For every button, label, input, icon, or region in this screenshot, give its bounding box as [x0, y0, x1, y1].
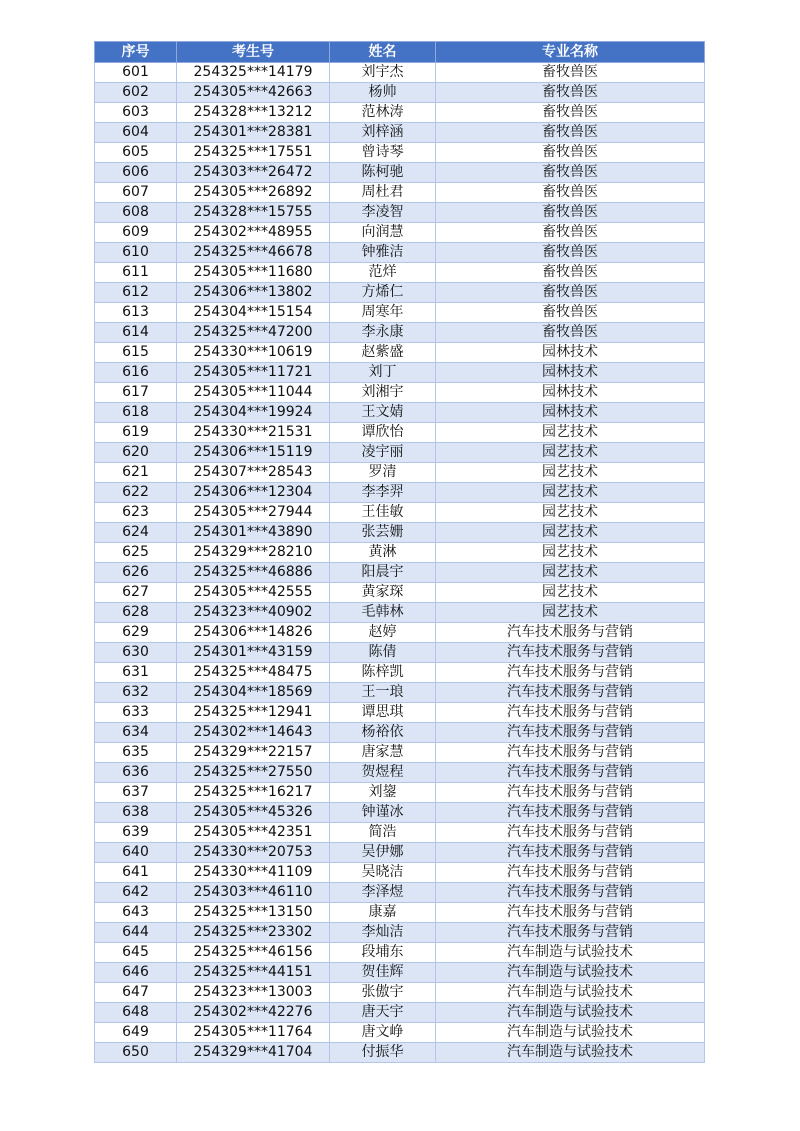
serial-number-cell: 623	[95, 503, 177, 523]
candidate-number-cell: 254305***11764	[177, 1023, 330, 1043]
candidate-number-cell: 254325***46678	[177, 243, 330, 263]
major-cell: 汽车制造与试验技术	[436, 1023, 705, 1043]
name-cell: 王佳敏	[330, 503, 436, 523]
major-cell: 畜牧兽医	[436, 83, 705, 103]
name-cell: 曾诗琴	[330, 143, 436, 163]
candidate-number-cell: 254305***27944	[177, 503, 330, 523]
serial-number-cell: 620	[95, 443, 177, 463]
table-row	[95, 503, 705, 523]
table-row	[95, 103, 705, 123]
candidate-number-cell: 254329***28210	[177, 543, 330, 563]
name-cell: 贺佳辉	[330, 963, 436, 983]
serial-number-cell: 610	[95, 243, 177, 263]
table-row	[95, 143, 705, 163]
serial-number-cell: 633	[95, 703, 177, 723]
candidate-number-cell: 254304***15154	[177, 303, 330, 323]
name-cell: 李永康	[330, 323, 436, 343]
candidate-number-cell: 254325***27550	[177, 763, 330, 783]
table-row	[95, 863, 705, 883]
candidate-number-cell: 254306***13802	[177, 283, 330, 303]
name-cell: 刘宇杰	[330, 63, 436, 83]
table-row	[95, 463, 705, 483]
serial-number-cell: 627	[95, 583, 177, 603]
candidate-number-cell: 254306***12304	[177, 483, 330, 503]
major-cell: 畜牧兽医	[436, 63, 705, 83]
major-cell: 畜牧兽医	[436, 123, 705, 143]
major-cell: 园林技术	[436, 403, 705, 423]
name-cell: 唐文峥	[330, 1023, 436, 1043]
major-cell: 园艺技术	[436, 463, 705, 483]
major-cell: 畜牧兽医	[436, 303, 705, 323]
table-row	[95, 303, 705, 323]
candidate-number-cell: 254325***47200	[177, 323, 330, 343]
table-row	[95, 843, 705, 863]
table-row	[95, 403, 705, 423]
serial-number-cell: 649	[95, 1023, 177, 1043]
table-row	[95, 363, 705, 383]
major-cell: 畜牧兽医	[436, 203, 705, 223]
candidate-number-cell: 254303***26472	[177, 163, 330, 183]
serial-number-cell: 631	[95, 663, 177, 683]
table-row	[95, 783, 705, 803]
name-cell: 康嘉	[330, 903, 436, 923]
serial-number-cell: 622	[95, 483, 177, 503]
serial-number-cell: 612	[95, 283, 177, 303]
admission-list-table	[94, 41, 705, 1063]
serial-number-cell: 647	[95, 983, 177, 1003]
table-row	[95, 683, 705, 703]
name-cell: 周杜君	[330, 183, 436, 203]
header-name: 姓名	[330, 42, 436, 63]
serial-number-cell: 611	[95, 263, 177, 283]
name-cell: 贺煜程	[330, 763, 436, 783]
candidate-number-cell: 254325***16217	[177, 783, 330, 803]
name-cell: 罗清	[330, 463, 436, 483]
major-cell: 汽车制造与试验技术	[436, 943, 705, 963]
header-candidate-number: 考生号	[177, 42, 330, 63]
table-row	[95, 963, 705, 983]
name-cell: 杨裕依	[330, 723, 436, 743]
candidate-number-cell: 254301***43890	[177, 523, 330, 543]
serial-number-cell: 644	[95, 923, 177, 943]
serial-number-cell: 634	[95, 723, 177, 743]
serial-number-cell: 645	[95, 943, 177, 963]
name-cell: 简浩	[330, 823, 436, 843]
name-cell: 谭思琪	[330, 703, 436, 723]
serial-number-cell: 602	[95, 83, 177, 103]
table-row	[95, 343, 705, 363]
name-cell: 吴晓洁	[330, 863, 436, 883]
candidate-number-cell: 254325***23302	[177, 923, 330, 943]
table-row	[95, 903, 705, 923]
table-row	[95, 223, 705, 243]
name-cell: 杨帅	[330, 83, 436, 103]
major-cell: 园艺技术	[436, 523, 705, 543]
name-cell: 范烊	[330, 263, 436, 283]
serial-number-cell: 630	[95, 643, 177, 663]
major-cell: 园林技术	[436, 383, 705, 403]
name-cell: 刘湘宇	[330, 383, 436, 403]
table-row	[95, 723, 705, 743]
table-row	[95, 283, 705, 303]
major-cell: 园艺技术	[436, 483, 705, 503]
table-row	[95, 603, 705, 623]
serial-number-cell: 603	[95, 103, 177, 123]
serial-number-cell: 624	[95, 523, 177, 543]
name-cell: 向润慧	[330, 223, 436, 243]
major-cell: 园林技术	[436, 363, 705, 383]
serial-number-cell: 614	[95, 323, 177, 343]
serial-number-cell: 632	[95, 683, 177, 703]
candidate-number-cell: 254302***14643	[177, 723, 330, 743]
table-row	[95, 1003, 705, 1023]
serial-number-cell: 619	[95, 423, 177, 443]
major-cell: 汽车技术服务与营销	[436, 903, 705, 923]
serial-number-cell: 636	[95, 763, 177, 783]
candidate-number-cell: 254304***18569	[177, 683, 330, 703]
name-cell: 王一琅	[330, 683, 436, 703]
candidate-number-cell: 254329***41704	[177, 1043, 330, 1063]
major-cell: 畜牧兽医	[436, 163, 705, 183]
table-row	[95, 943, 705, 963]
candidate-number-cell: 254325***44151	[177, 963, 330, 983]
table-row	[95, 523, 705, 543]
candidate-number-cell: 254325***14179	[177, 63, 330, 83]
name-cell: 陈柯驰	[330, 163, 436, 183]
major-cell: 园艺技术	[436, 543, 705, 563]
name-cell: 唐天宇	[330, 1003, 436, 1023]
major-cell: 汽车技术服务与营销	[436, 663, 705, 683]
major-cell: 汽车技术服务与营销	[436, 723, 705, 743]
header-major: 专业名称	[436, 42, 705, 63]
table-row	[95, 263, 705, 283]
table-row	[95, 563, 705, 583]
name-cell: 李泽煜	[330, 883, 436, 903]
major-cell: 汽车技术服务与营销	[436, 803, 705, 823]
serial-number-cell: 609	[95, 223, 177, 243]
serial-number-cell: 626	[95, 563, 177, 583]
serial-number-cell: 640	[95, 843, 177, 863]
candidate-number-cell: 254305***11680	[177, 263, 330, 283]
serial-number-cell: 616	[95, 363, 177, 383]
major-cell: 园艺技术	[436, 563, 705, 583]
candidate-number-cell: 254325***46156	[177, 943, 330, 963]
name-cell: 赵婷	[330, 623, 436, 643]
name-cell: 段埔东	[330, 943, 436, 963]
major-cell: 园艺技术	[436, 603, 705, 623]
table-row	[95, 163, 705, 183]
candidate-number-cell: 254329***22157	[177, 743, 330, 763]
table-row	[95, 883, 705, 903]
table-row	[95, 483, 705, 503]
major-cell: 园艺技术	[436, 503, 705, 523]
candidate-number-cell: 254307***28543	[177, 463, 330, 483]
serial-number-cell: 628	[95, 603, 177, 623]
serial-number-cell: 615	[95, 343, 177, 363]
name-cell: 凌宇丽	[330, 443, 436, 463]
name-cell: 李凌智	[330, 203, 436, 223]
name-cell: 陈倩	[330, 643, 436, 663]
table-row	[95, 703, 705, 723]
serial-number-cell: 642	[95, 883, 177, 903]
name-cell: 钟谨冰	[330, 803, 436, 823]
serial-number-cell: 601	[95, 63, 177, 83]
major-cell: 畜牧兽医	[436, 323, 705, 343]
name-cell: 李灿洁	[330, 923, 436, 943]
serial-number-cell: 618	[95, 403, 177, 423]
major-cell: 汽车技术服务与营销	[436, 783, 705, 803]
major-cell: 畜牧兽医	[436, 283, 705, 303]
serial-number-cell: 617	[95, 383, 177, 403]
major-cell: 汽车制造与试验技术	[436, 963, 705, 983]
candidate-number-cell: 254325***17551	[177, 143, 330, 163]
serial-number-cell: 637	[95, 783, 177, 803]
candidate-number-cell: 254302***42276	[177, 1003, 330, 1023]
serial-number-cell: 635	[95, 743, 177, 763]
major-cell: 汽车技术服务与营销	[436, 823, 705, 843]
major-cell: 畜牧兽医	[436, 143, 705, 163]
table-row	[95, 623, 705, 643]
candidate-number-cell: 254325***46886	[177, 563, 330, 583]
candidate-number-cell: 254301***28381	[177, 123, 330, 143]
candidate-number-cell: 254305***11044	[177, 383, 330, 403]
major-cell: 汽车技术服务与营销	[436, 643, 705, 663]
candidate-number-cell: 254305***11721	[177, 363, 330, 383]
candidate-number-cell: 254305***42555	[177, 583, 330, 603]
candidate-number-cell: 254303***46110	[177, 883, 330, 903]
table-row	[95, 383, 705, 403]
table-row	[95, 183, 705, 203]
table-header	[95, 42, 705, 63]
header-row	[95, 42, 705, 63]
major-cell: 汽车制造与试验技术	[436, 1003, 705, 1023]
major-cell: 园艺技术	[436, 443, 705, 463]
table-body	[95, 63, 705, 1063]
major-cell: 汽车技术服务与营销	[436, 763, 705, 783]
table-row	[95, 203, 705, 223]
major-cell: 汽车制造与试验技术	[436, 1043, 705, 1063]
major-cell: 畜牧兽医	[436, 103, 705, 123]
candidate-number-cell: 254328***15755	[177, 203, 330, 223]
candidate-number-cell: 254305***42351	[177, 823, 330, 843]
name-cell: 赵紫盛	[330, 343, 436, 363]
major-cell: 畜牧兽医	[436, 243, 705, 263]
table-row	[95, 1023, 705, 1043]
serial-number-cell: 606	[95, 163, 177, 183]
serial-number-cell: 629	[95, 623, 177, 643]
table-row	[95, 243, 705, 263]
name-cell: 付振华	[330, 1043, 436, 1063]
major-cell: 汽车技术服务与营销	[436, 883, 705, 903]
major-cell: 畜牧兽医	[436, 183, 705, 203]
name-cell: 毛韩林	[330, 603, 436, 623]
candidate-number-cell: 254305***45326	[177, 803, 330, 823]
name-cell: 黄淋	[330, 543, 436, 563]
name-cell: 刘鋆	[330, 783, 436, 803]
table-row	[95, 583, 705, 603]
serial-number-cell: 604	[95, 123, 177, 143]
table-row	[95, 123, 705, 143]
name-cell: 谭欣怡	[330, 423, 436, 443]
header-serial-number: 序号	[95, 42, 177, 63]
candidate-number-cell: 254325***48475	[177, 663, 330, 683]
major-cell: 汽车技术服务与营销	[436, 743, 705, 763]
name-cell: 陈梓凯	[330, 663, 436, 683]
candidate-number-cell: 254325***13150	[177, 903, 330, 923]
serial-number-cell: 621	[95, 463, 177, 483]
major-cell: 园艺技术	[436, 423, 705, 443]
major-cell: 汽车技术服务与营销	[436, 863, 705, 883]
table-row	[95, 543, 705, 563]
candidate-number-cell: 254301***43159	[177, 643, 330, 663]
name-cell: 李李羿	[330, 483, 436, 503]
major-cell: 畜牧兽医	[436, 263, 705, 283]
name-cell: 唐家慧	[330, 743, 436, 763]
table-row	[95, 323, 705, 343]
major-cell: 汽车技术服务与营销	[436, 703, 705, 723]
candidate-number-cell: 254323***13003	[177, 983, 330, 1003]
major-cell: 汽车技术服务与营销	[436, 843, 705, 863]
serial-number-cell: 646	[95, 963, 177, 983]
name-cell: 张芸姗	[330, 523, 436, 543]
candidate-number-cell: 254328***13212	[177, 103, 330, 123]
major-cell: 畜牧兽医	[436, 223, 705, 243]
name-cell: 张傲宇	[330, 983, 436, 1003]
name-cell: 周寒年	[330, 303, 436, 323]
candidate-number-cell: 254325***12941	[177, 703, 330, 723]
major-cell: 园艺技术	[436, 583, 705, 603]
table-row	[95, 423, 705, 443]
serial-number-cell: 648	[95, 1003, 177, 1023]
serial-number-cell: 625	[95, 543, 177, 563]
candidate-number-cell: 254304***19924	[177, 403, 330, 423]
serial-number-cell: 608	[95, 203, 177, 223]
candidate-number-cell: 254306***14826	[177, 623, 330, 643]
name-cell: 钟雅洁	[330, 243, 436, 263]
candidate-number-cell: 254330***20753	[177, 843, 330, 863]
table-row	[95, 1043, 705, 1063]
serial-number-cell: 639	[95, 823, 177, 843]
table-row	[95, 823, 705, 843]
name-cell: 黄家琛	[330, 583, 436, 603]
serial-number-cell: 643	[95, 903, 177, 923]
candidate-number-cell: 254305***42663	[177, 83, 330, 103]
major-cell: 园林技术	[436, 343, 705, 363]
candidate-number-cell: 254330***10619	[177, 343, 330, 363]
table-row	[95, 763, 705, 783]
serial-number-cell: 613	[95, 303, 177, 323]
table-row	[95, 643, 705, 663]
table-row	[95, 743, 705, 763]
name-cell: 王文婧	[330, 403, 436, 423]
major-cell: 汽车技术服务与营销	[436, 923, 705, 943]
name-cell: 阳晨宇	[330, 563, 436, 583]
table-row	[95, 983, 705, 1003]
name-cell: 方烯仁	[330, 283, 436, 303]
table-row	[95, 83, 705, 103]
name-cell: 吴伊娜	[330, 843, 436, 863]
major-cell: 汽车技术服务与营销	[436, 683, 705, 703]
major-cell: 汽车技术服务与营销	[436, 623, 705, 643]
table-row	[95, 663, 705, 683]
serial-number-cell: 638	[95, 803, 177, 823]
serial-number-cell: 641	[95, 863, 177, 883]
name-cell: 刘丁	[330, 363, 436, 383]
name-cell: 刘梓涵	[330, 123, 436, 143]
candidate-number-cell: 254306***15119	[177, 443, 330, 463]
candidate-number-cell: 254302***48955	[177, 223, 330, 243]
name-cell: 范林涛	[330, 103, 436, 123]
candidate-number-cell: 254323***40902	[177, 603, 330, 623]
table-row	[95, 923, 705, 943]
candidate-number-cell: 254330***41109	[177, 863, 330, 883]
major-cell: 汽车制造与试验技术	[436, 983, 705, 1003]
table-row	[95, 803, 705, 823]
serial-number-cell: 605	[95, 143, 177, 163]
table-row	[95, 63, 705, 83]
candidate-number-cell: 254305***26892	[177, 183, 330, 203]
serial-number-cell: 650	[95, 1043, 177, 1063]
candidate-number-cell: 254330***21531	[177, 423, 330, 443]
serial-number-cell: 607	[95, 183, 177, 203]
table-row	[95, 443, 705, 463]
